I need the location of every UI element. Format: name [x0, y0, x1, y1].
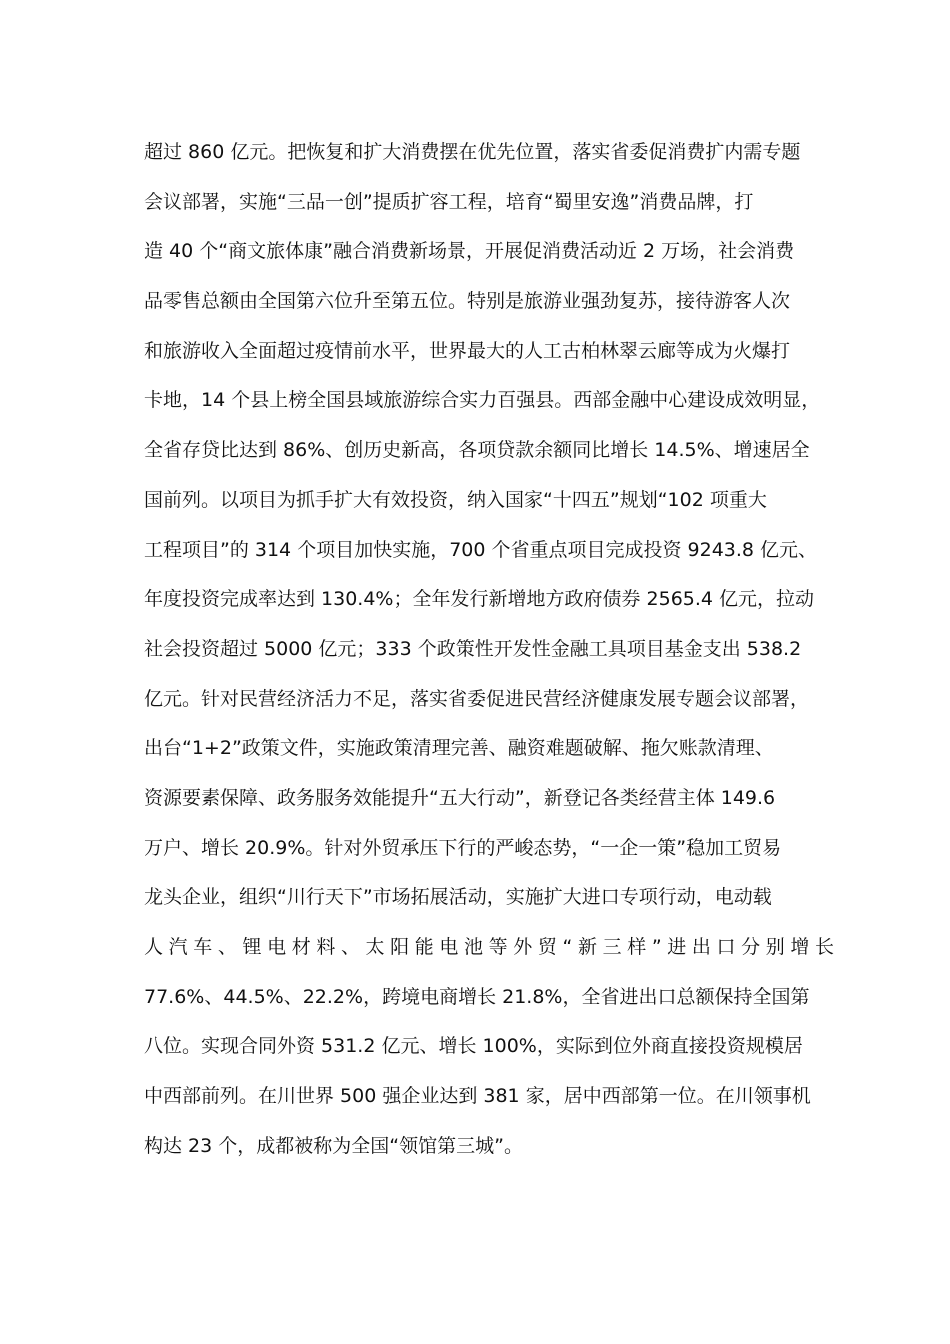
text-line: 社会投资超过 5000 亿元；333 个政策性开发性金融工具项目基金支出 538.2 — [144, 637, 802, 660]
text-line: 资源要素保障、政务服务效能提升“五大行动”，新登记各类经营主体 149.6 — [144, 786, 776, 809]
text-line: 会议部署，实施“三品一创”提质扩容工程，培育“蜀里安逸”消费品牌，打 — [144, 190, 754, 213]
text-line: 构达 23 个，成都被称为全国“领馆第三城”。 — [144, 1134, 523, 1157]
text-line: 亿元。针对民营经济活力不足，落实省委促进民营经济健康发展专题会议部署， — [144, 687, 810, 710]
body-paragraph — [144, 134, 834, 1177]
text-line: 77.6%、44.5%、22.2%，跨境电商增长 21.8%，全省进出口总额保持全国第 — [144, 985, 810, 1008]
text-line: 年度投资完成率达到 130.4%；全年发行新增地方政府债券 2565.4 亿元，拉动 — [144, 588, 815, 611]
text-line: 造 40 个“商文旅体康”融合消费新场景，开展促消费活动近 2 万场，社会消费 — [144, 240, 795, 263]
text-line: 龙头企业，组织“川行天下”市场拓展活动，实施扩大进口专项行动，电动载 — [144, 886, 772, 909]
text-line: 和旅游收入全面超过疫情前水平，世界最大的人工古柏林翠云廊等成为火爆打 — [144, 339, 791, 362]
text-line: 万户、增长 20.9%。针对外贸承压下行的严峻态势，“一企一策”稳加工贸易 — [144, 836, 782, 859]
text-line: 超过 860 亿元。把恢复和扩大消费摆在优先位置，落实省委促消费扩内需专题 — [144, 141, 801, 163]
text-line: 国前列。以项目为抓手扩大有效投资，纳入国家“十四五”规划“102 项重大 — [144, 488, 767, 511]
text-line: 人汽车、锂电材料、太阳能电池等外贸“新三样”进出口分别增长 — [144, 936, 834, 958]
text-line: 品零售总额由全国第六位升至第五位。特别是旅游业强劲复苏，接待游客人次 — [144, 290, 791, 313]
text-line: 八位。实现合同外资 531.2 亿元、增长 100%，实际到位外商直接投资规模居 — [144, 1035, 803, 1058]
text-line: 中西部前列。在川世界 500 强企业达到 381 家，居中西部第一位。在川领事机 — [144, 1085, 811, 1108]
text-line: 卡地，14 个县上榜全国县域旅游综合实力百强县。西部金融中心建设成效明显， — [144, 389, 821, 412]
text-line: 出台“1+2”政策文件，实施政策清理完善、融资难题破解、拖欠账款清理、 — [144, 737, 774, 760]
text-line: 全省存贷比达到 86%、创历史新高，各项贷款余额同比增长 14.5%、增速居全 — [144, 439, 810, 462]
text-line: 工程项目”的 314 个项目加快实施，700 个省重点项目完成投资 9243.8 亿元、 — [144, 538, 818, 561]
